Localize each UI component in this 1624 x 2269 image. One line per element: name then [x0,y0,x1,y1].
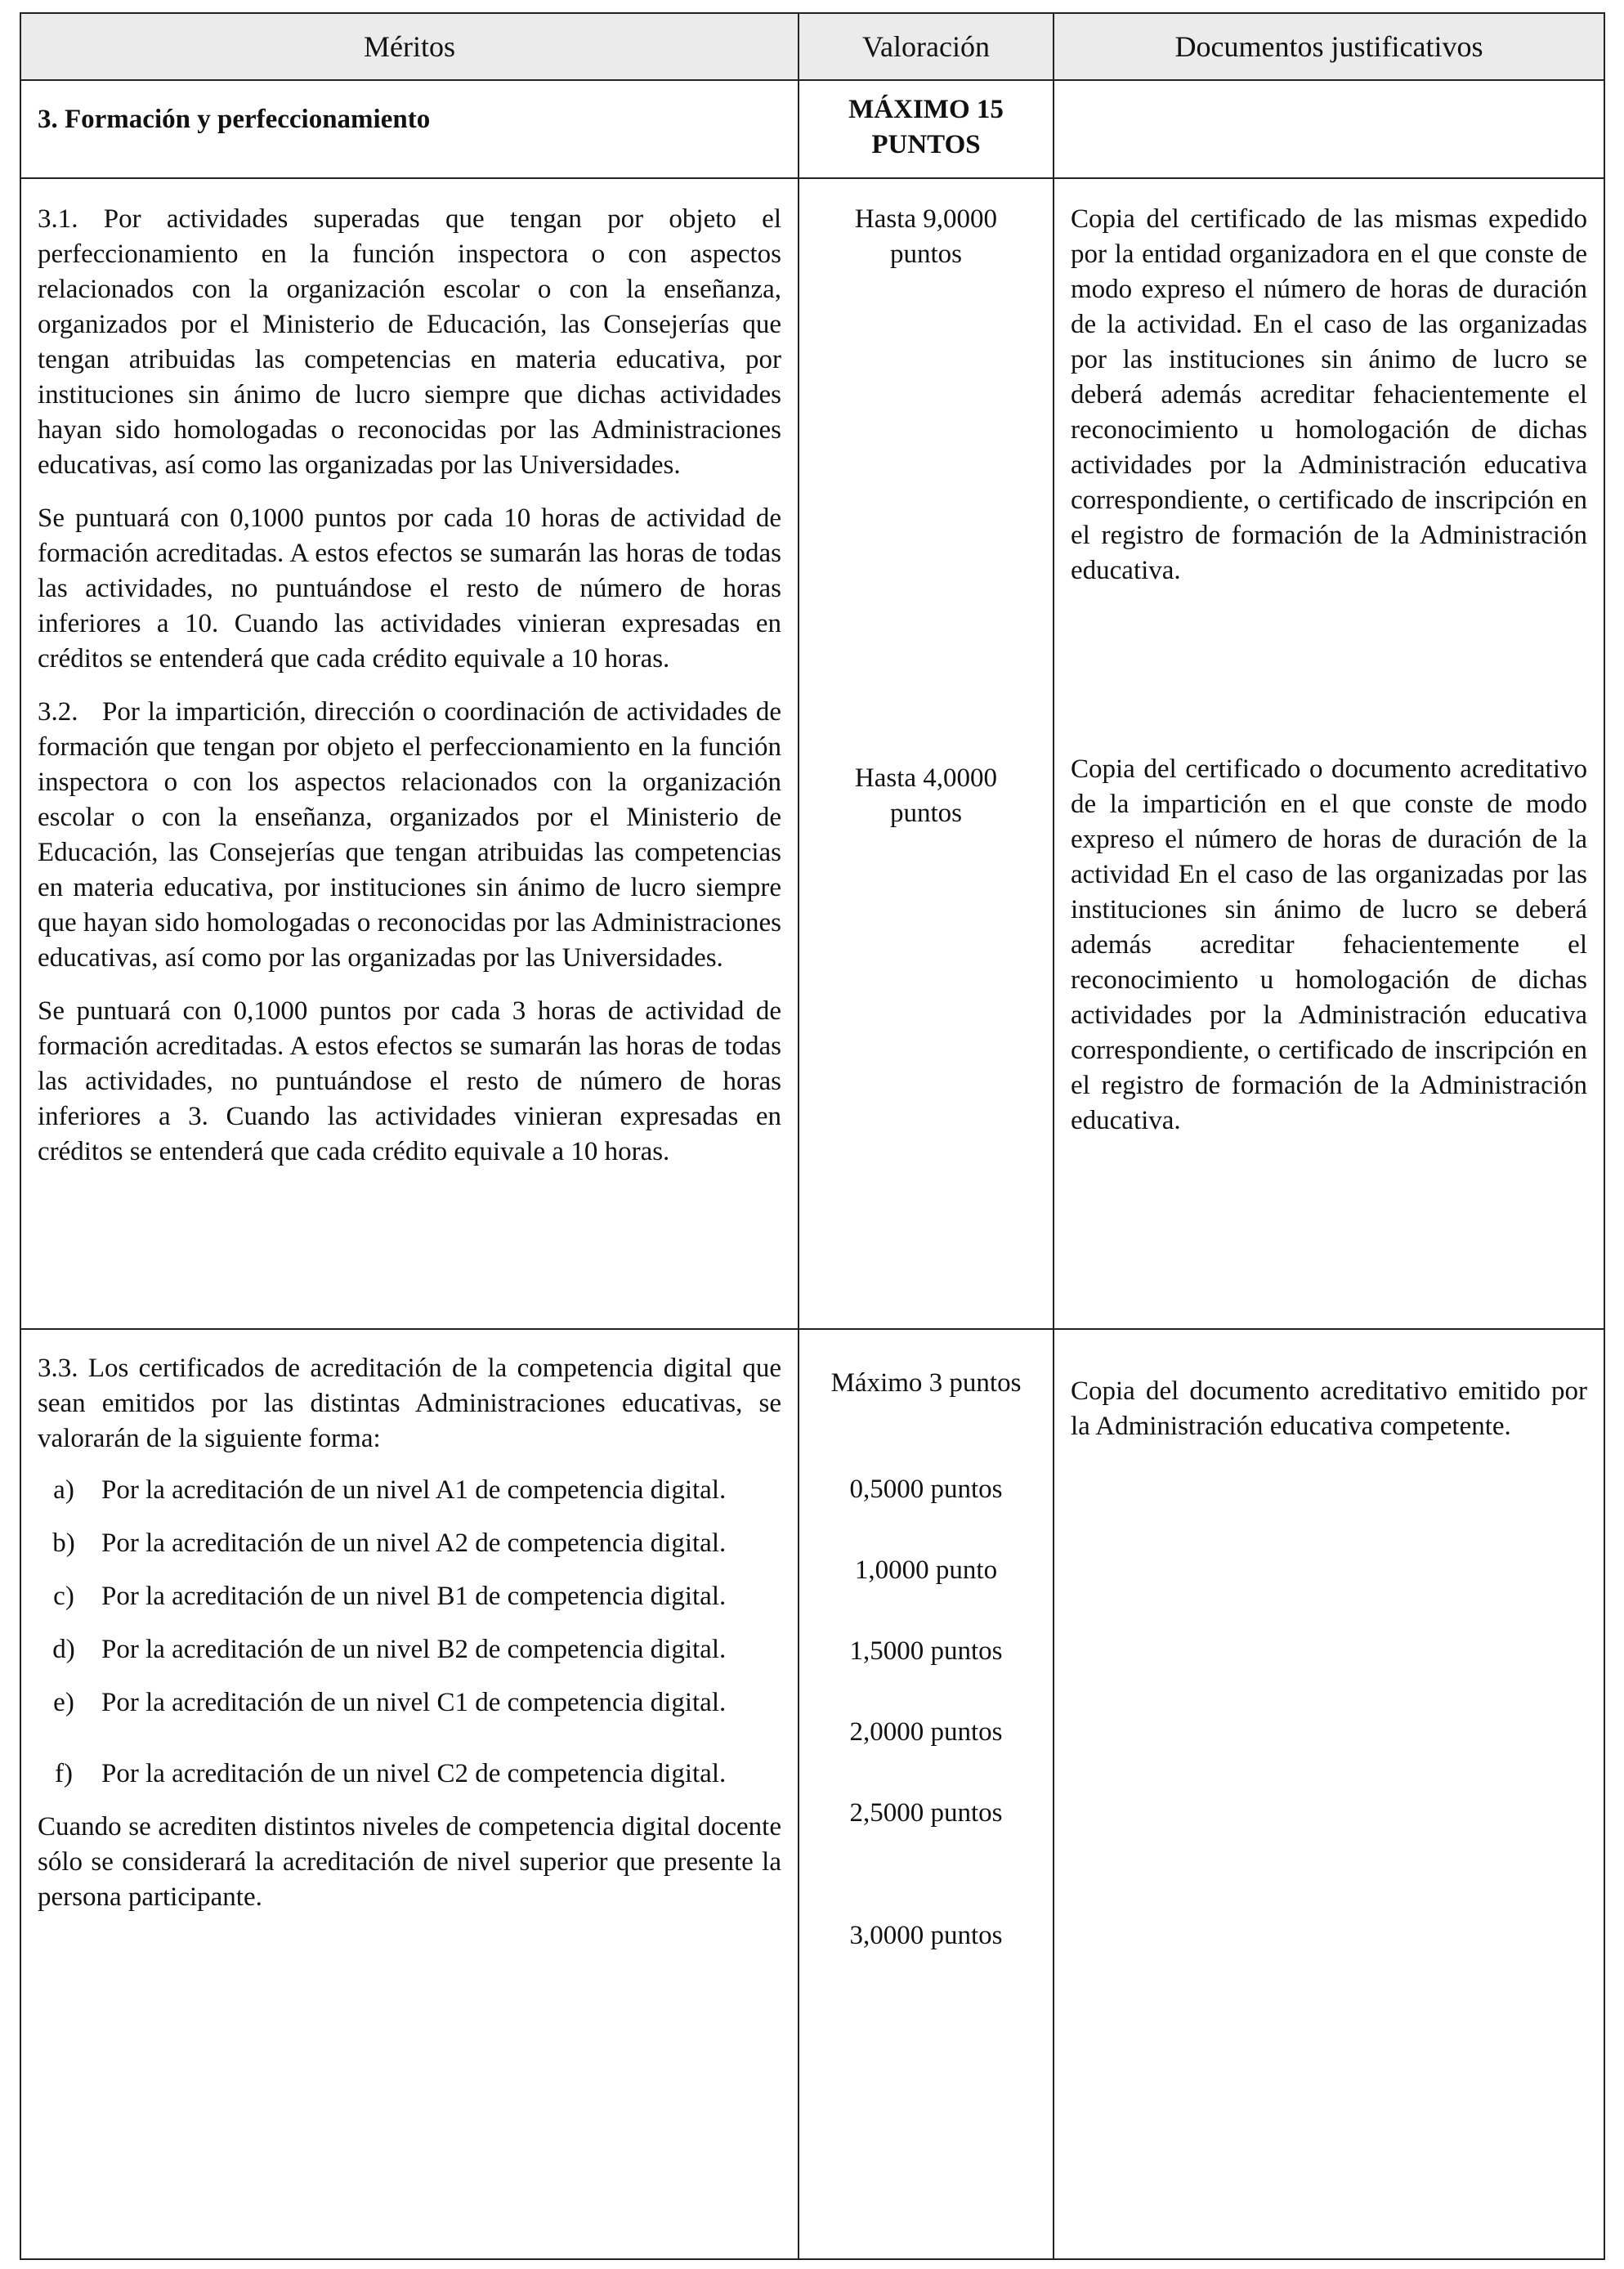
valuation-cell-3-1-3-2 [799,178,1054,1329]
value-item: 0,5000 puntos [849,1475,1003,1504]
section-title: 3. Formación y perfeccionamiento [38,105,431,134]
item-text: Por la acreditación de un nivel B1 de competencia digital. [101,1582,727,1611]
para-3-3-closing: Cuando se acrediten distintos niveles de competencia digital docente sólo se considerará la acreditación de nivel superior que presente la persona participante. [38,1812,781,1912]
value-item: 3,0000 puntos [849,1921,1003,1950]
valuation-cell-3-3 [799,1329,1054,2259]
value-item: 1,5000 puntos [849,1636,1003,1666]
value-item: 2,5000 puntos [849,1798,1003,1828]
documents-3-1: Copia del certificado de las mismas expedido por la entidad organizadora en el que conste de modo expreso el número de horas de duración de la actividad. En el caso de las organizadas por las instituciones sin ánimo de lucro se deberá además acreditar fehacientemente el reconocimiento u homologación de dichas actividades por la Administración educativa correspondiente, o certificado de inscripción en el registro de formación de la Administración educativa. [1071,204,1587,585]
row-3-3 [20,1329,1604,2259]
value-item: 1,0000 punto [854,1555,998,1585]
list-item [38,1685,781,1721]
value-3-3-max: Máximo 3 puntos [830,1368,1022,1398]
table-header-row [20,13,1604,80]
item-letter: d) [52,1635,75,1664]
section-max: MÁXIMO 15 PUNTOS [848,95,1004,159]
item-letter: b) [52,1528,75,1558]
documents-3-3: Copia del documento acreditativo emitido por la Administración educativa competente. [1071,1376,1587,1441]
item-text: Por la acreditación de un nivel A2 de competencia digital. [101,1528,727,1558]
header-merits: Méritos [20,13,799,80]
list-item [38,1632,781,1667]
item-text: Por la acreditación de un nivel C1 de competencia digital. [101,1688,727,1717]
item-letter: c) [53,1582,74,1611]
item-text: Por la acreditación de un nivel C2 de competencia digital. [101,1759,727,1788]
item-letter: f) [55,1759,73,1788]
header-documents: Documentos justificativos [1054,13,1604,80]
para-3-3-intro: 3.3. Los certificados de acreditación de la competencia digital que sean emitidos por las distintas Administraciones educativas, se valorarán de la siguiente forma: [38,1354,781,1453]
para-3-2: 3.2. Por la impartición, dirección o coordinación de actividades de formación que tengan por objeto el perfeccionamiento en la función inspectora o con los aspectos relacionados con la organización escolar o con la enseñanza, organizados por el Ministerio de Educación, las Consejerías que tengan atribuidas las competencias en materia educativa, por instituciones sin ánimo de lucro siempre que hayan sido homologadas o reconocidas por las Administraciones educativas, así como por las organizadas por las Universidades. [38,697,789,973]
documents-cell-3-3 [1054,1329,1604,2259]
item-letter: a) [53,1475,74,1505]
section-docs-cell [1054,80,1604,178]
documents-cell-3-1-3-2 [1054,178,1604,1329]
section-max-cell [799,80,1054,178]
para-3-1-scoring: Se puntuará con 0,1000 puntos por cada 10 horas de actividad de formación acreditadas. A estos efectos se sumarán las horas de todas las actividades, no puntuándose el resto de número de horas inferiores a 10. Cuando las actividades vinieran expresadas en créditos se entenderá que cada crédito equivale a 10 horas. [38,503,781,674]
section-title-cell [20,80,799,178]
value-item: 2,0000 puntos [849,1717,1003,1747]
list-item [38,1757,781,1792]
item-text: Por la acreditación de un nivel A1 de competencia digital. [101,1475,727,1505]
para-3-1: 3.1. Por actividades superadas que tengan por objeto el perfeccionamiento en la función inspectora o con aspectos relacionados con la organización escolar o con la enseñanza, organizados por el Ministerio de Educación, las Consejerías que tengan atribuidas las competencias en materia educativa, por instituciones sin ánimo de lucro siempre que dichas actividades hayan sido homologadas o reconocidas por las Administraciones educativas, así como las organizadas por las Universidades. [38,204,781,480]
documents-3-2: Copia del certificado o documento acreditativo de la impartición en el que conste de modo expreso el número de horas de duración de la actividad En el caso de las organizadas por las instituciones sin ánimo de lucro se deberá además acreditar fehacientemente el reconocimiento u homologación de dichas actividades por la Administración educativa correspondiente, o certificado de inscripción en el registro de formación de la Administración educativa. [1071,754,1587,1135]
value-3-1: Hasta 9,0000 puntos [854,204,998,269]
row-3-1-3-2 [20,178,1604,1329]
merits-cell-3-3 [20,1329,799,2259]
item-letter: e) [53,1688,74,1717]
value-3-2: Hasta 4,0000 puntos [854,763,998,828]
list-item [38,1526,781,1561]
para-3-2-scoring: Se puntuará con 0,1000 puntos por cada 3 horas de actividad de formación acreditadas. A estos efectos se sumarán las horas de todas las actividades, no puntuándose el resto de número de horas inferiores a 3. Cuando las actividades vinieran expresadas en créditos se entenderá que cada crédito equivale a 10 horas. [38,996,781,1166]
header-valuation: Valoración [799,13,1054,80]
list-item [38,1473,781,1508]
section-row [20,80,1604,178]
list-item [38,1579,781,1614]
item-text: Por la acreditación de un nivel B2 de competencia digital. [101,1635,727,1664]
merits-table [20,12,1605,2260]
merits-cell-3-1-3-2 [20,178,799,1329]
